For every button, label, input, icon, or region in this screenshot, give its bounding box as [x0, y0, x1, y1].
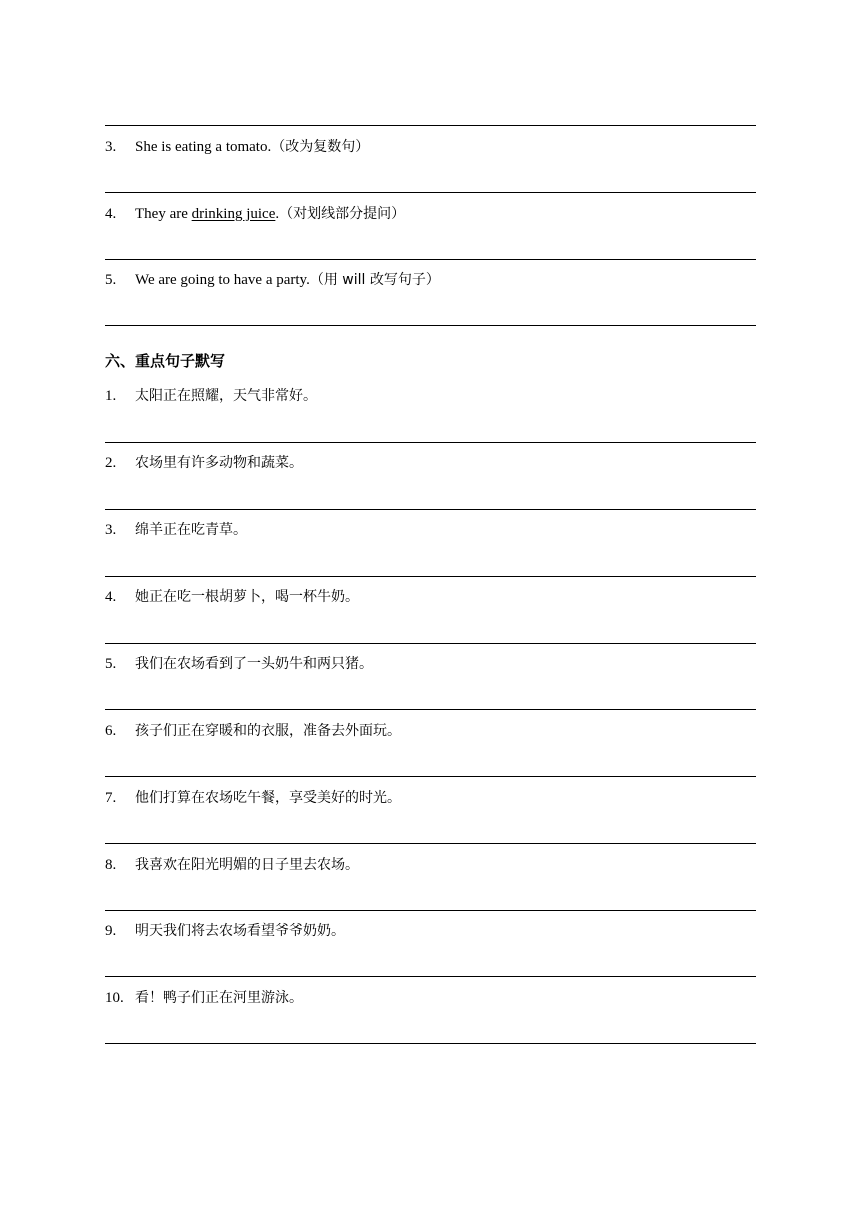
item-text: 看！鸭子们正在河里游泳。: [135, 990, 303, 1006]
answer-line: [105, 509, 756, 510]
answer-line: [105, 325, 756, 326]
item-text: 绵羊正在吃青草。: [135, 522, 247, 538]
answer-line: [105, 910, 756, 911]
item-text: 太阳正在照耀，天气非常好。: [135, 388, 317, 404]
item-text: 明天我们将去农场看望爷爷奶奶。: [135, 923, 345, 939]
answer-line: [105, 776, 756, 777]
dictation-item: [105, 720, 401, 742]
item-instruction: （改为复数句）: [271, 139, 370, 155]
item-number: 10.: [105, 990, 124, 1006]
underlined-phrase: drinking juice: [191, 206, 276, 222]
answer-line: [105, 843, 756, 844]
dictation-item: [105, 987, 303, 1009]
rewrite-item: [105, 203, 405, 225]
item-text: 我们在农场看到了一头奶牛和两只猪。: [135, 656, 373, 672]
item-text: 孩子们正在穿暖和的衣服，准备去外面玩。: [135, 723, 401, 739]
item-number: 5.: [105, 656, 117, 672]
item-sentence: We are going to have a party.: [135, 272, 310, 288]
answer-line: [105, 442, 756, 443]
item-number: 4.: [105, 206, 117, 222]
answer-line: [105, 709, 756, 710]
section-heading: 六、重点句子默写: [105, 352, 226, 370]
answer-line: [105, 192, 756, 193]
item-text: 她正在吃一根胡萝卜，喝一杯牛奶。: [135, 589, 359, 605]
item-number: 6.: [105, 723, 117, 739]
item-number: 2.: [105, 455, 117, 471]
answer-line: [105, 576, 756, 577]
item-number: 1.: [105, 388, 117, 404]
item-number: 4.: [105, 589, 117, 605]
dictation-item: [105, 452, 303, 474]
item-text: 他们打算在农场吃午餐，享受美好的时光。: [135, 790, 401, 806]
dictation-item: [105, 653, 373, 675]
dictation-item: [105, 385, 317, 407]
item-sentence: They are: [135, 206, 192, 222]
item-number: 9.: [105, 923, 117, 939]
dictation-item: [105, 920, 345, 942]
answer-line: [105, 259, 756, 260]
item-text: 农场里有许多动物和蔬菜。: [135, 455, 303, 471]
item-number: 3.: [105, 522, 117, 538]
answer-line: [105, 643, 756, 644]
dictation-item: [105, 586, 359, 608]
item-sentence-end: .: [275, 206, 280, 222]
item-instruction: （对划线部分提问）: [279, 206, 406, 222]
item-instruction: （用 will 改写句子）: [309, 272, 440, 288]
item-number: 7.: [105, 790, 117, 806]
answer-line: [105, 1043, 756, 1044]
item-number: 3.: [105, 139, 117, 155]
item-sentence: She is eating a tomato.: [135, 139, 272, 155]
rewrite-item: [105, 136, 369, 158]
dictation-item: [105, 787, 401, 809]
answer-line: [105, 125, 756, 126]
item-number: 5.: [105, 272, 117, 288]
dictation-item: [105, 854, 359, 876]
item-number: 8.: [105, 857, 117, 873]
dictation-item: [105, 519, 247, 541]
item-text: 我喜欢在阳光明媚的日子里去农场。: [135, 857, 359, 873]
answer-line: [105, 976, 756, 977]
rewrite-item: [105, 269, 440, 291]
